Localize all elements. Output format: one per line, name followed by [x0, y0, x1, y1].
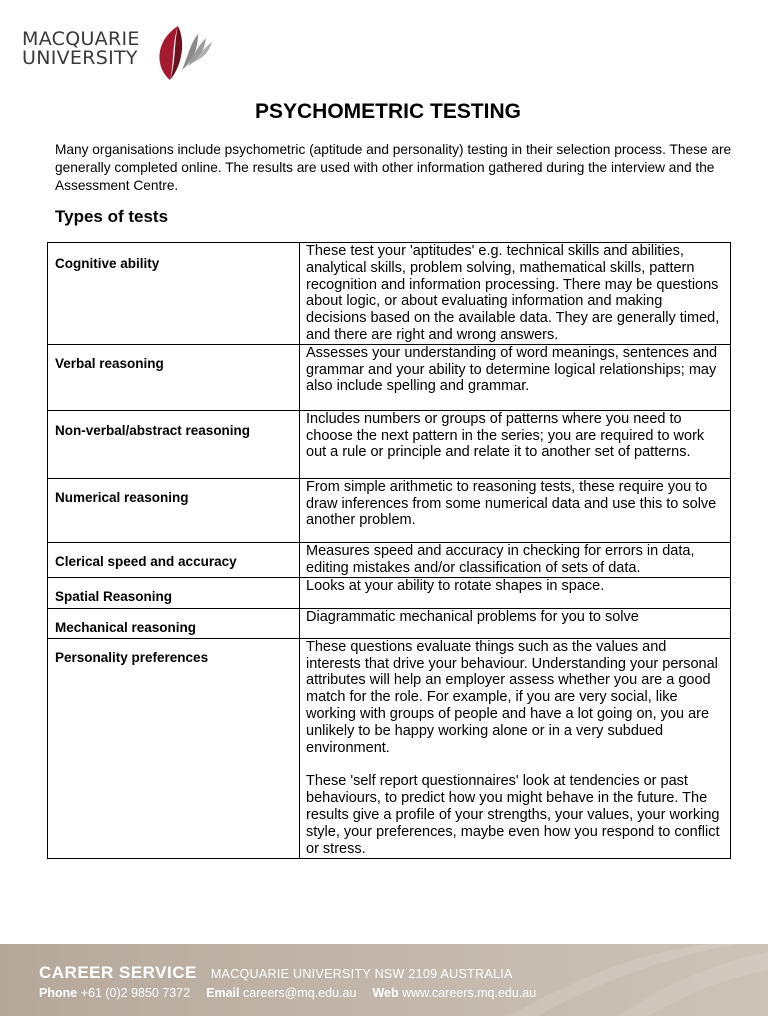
tests-table — [47, 242, 731, 859]
table-row — [48, 410, 731, 478]
type-cell — [48, 344, 300, 410]
logo-line-1: MACQUARIE — [22, 28, 140, 50]
type-label: Numerical reasoning — [55, 489, 189, 505]
description-text: Diagrammatic mechanical problems for you to solve — [306, 608, 639, 625]
phone-label: Phone — [39, 986, 78, 1000]
table-row — [48, 638, 731, 858]
type-cell — [48, 577, 300, 608]
type-cell — [48, 243, 300, 345]
footer-decoration-icon — [508, 944, 768, 1016]
table-row — [48, 608, 731, 638]
intro-paragraph: Many organisations include psychometric (aptitude and personality) testing in their selection process. These are generally completed online. The results are used with other information gathered during the interview and the Assessment Centre. — [55, 142, 732, 193]
description-cell — [300, 577, 731, 608]
description-text-2: These 'self report questionnaires' look at tendencies or past behaviours, to predict how you might behave in the future. The results give a profile of your strengths, your values, your working style, your preferences, maybe even how you respond to conflict or stress. — [306, 773, 720, 857]
description-cell — [300, 243, 731, 345]
section-heading: Types of tests — [55, 207, 169, 226]
description-text: Assesses your understanding of word meanings, sentences and grammar and your ability to determine logical relationships; may also include spelling and grammar. — [306, 344, 718, 395]
footer-banner — [0, 944, 768, 1016]
type-label: Cognitive ability — [55, 256, 160, 271]
description-cell — [300, 478, 731, 542]
description-cell — [300, 542, 731, 577]
table-row — [48, 478, 731, 542]
description-text: Includes numbers or groups of patterns where you need to choose the next pattern in the series; you are required to work out a rule or principle and relate it to another set of patterns. — [306, 410, 705, 461]
email-link[interactable]: careers@mq.edu.au — [243, 986, 357, 1000]
footer-title-line — [39, 963, 513, 983]
type-label: Mechanical reasoning — [55, 619, 197, 635]
type-label: Spatial Reasoning — [55, 588, 173, 604]
table-row — [48, 577, 731, 608]
description-cell — [300, 344, 731, 410]
description-text: These questions evaluate things such as the values and interests that drive your behaviour. Understanding your personal attributes will help an employer assess whether you are a good match for the role. For example, if you are very social, like working with groups of people and have a lot going on, you are unlikely to be happy working alone or in a very subdued environment. — [306, 638, 718, 756]
page-title: PSYCHOMETRIC TESTING — [254, 100, 522, 123]
description-text: Measures speed and accuracy in checking for errors in data, editing mistakes and/or classification of sets of data. — [306, 542, 695, 576]
table-row — [48, 542, 731, 577]
career-service-title: CAREER SERVICE — [39, 963, 197, 982]
description-cell — [300, 608, 731, 638]
type-label: Non-verbal/abstract reasoning — [55, 422, 251, 438]
type-cell — [48, 410, 300, 478]
description-cell — [300, 638, 731, 858]
footer-address: MACQUARIE UNIVERSITY NSW 2109 AUSTRALIA — [210, 967, 513, 981]
macquarie-logo — [22, 20, 222, 84]
web-link[interactable]: www.careers.mq.edu.au — [402, 986, 537, 1000]
type-cell — [48, 638, 300, 858]
logo-wordmark — [22, 30, 140, 68]
type-cell — [48, 608, 300, 638]
table-row — [48, 243, 731, 345]
description-cell — [300, 410, 731, 478]
type-label: Clerical speed and accuracy — [55, 553, 237, 569]
lighthouse-emblem-icon — [152, 20, 214, 84]
phone-number: +61 (0)2 9850 7372 — [80, 986, 191, 1000]
type-label: Personality preferences — [55, 649, 209, 665]
description-text: From simple arithmetic to reasoning tests, these require you to draw inferences from some numerical data and use this to solve another problem. — [306, 478, 717, 529]
type-cell — [48, 478, 300, 542]
table-row — [48, 344, 731, 410]
description-text: Looks at your ability to rotate shapes in space. — [306, 577, 605, 594]
web-label: Web — [372, 986, 399, 1000]
type-cell — [48, 542, 300, 577]
logo-line-2: UNIVERSITY — [22, 47, 138, 69]
footer-contact-line — [39, 986, 536, 1000]
description-text: These test your 'aptitudes' e.g. technical skills and abilities, analytical skills, problem solving, mathematical skills, pattern recognition and information processing. There may be questions about logic, or about evaluating information and making decisions based on the available data. They are generally timed, and there are right and wrong answers. — [306, 243, 720, 343]
type-label: Verbal reasoning — [55, 355, 164, 371]
email-label: Email — [206, 986, 240, 1000]
